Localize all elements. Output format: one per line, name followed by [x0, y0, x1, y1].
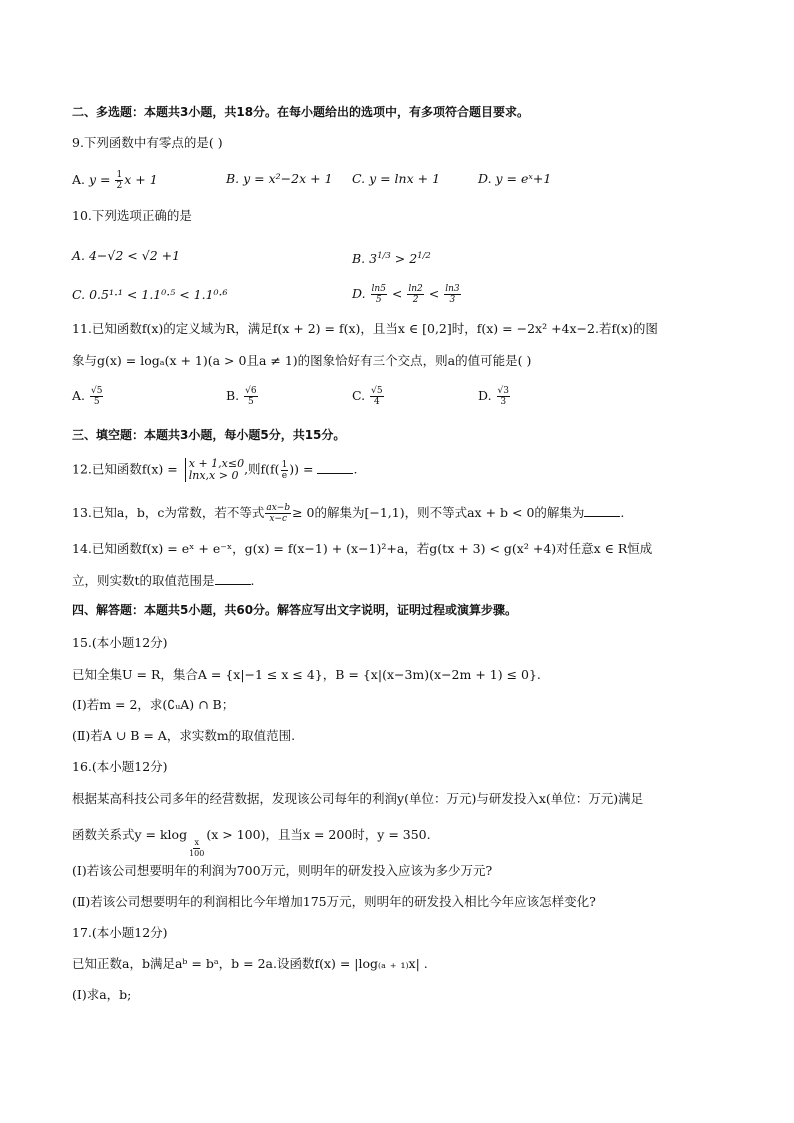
q14-answer-blank: [215, 572, 251, 585]
q10-option-a: A. 4−√2 < √2 +1: [72, 248, 181, 263]
question-13: 13.已知a，b，c为常数，若不等式 $\frac{ax-b}{x-c}$ ≥ 0的解集为[−1,1)，则不等式ax + b < 0的解集为 .: [72, 503, 625, 524]
question-16-part-2: (Ⅱ)若该公司想要明年的利润相比今年增加175万元，则明年的研发投入相比今年应该怎样变化?: [72, 894, 596, 909]
question-17-stem: 已知正数a，b满足aᵇ = bᵃ，b = 2a.设函数f(x) = |log₍ₐ ₊ ₁₎x| .: [72, 956, 428, 971]
q9-option-c: C. y = lnx + 1: [352, 171, 441, 186]
question-16-title: 16.(本小题12分): [72, 759, 168, 774]
question-14-line-2: 立，则实数t的取值范围是 .: [72, 573, 255, 588]
question-16-stem-line-2: 函数关系式y = klog $\frac{x}{100}$ (x > 100)，且当x = 200时，y = 350.: [72, 827, 431, 858]
q13-answer-blank: [584, 504, 620, 517]
section-heading-free-response: 四、解答题：本题共5小题，共60分。解答应写出文字说明，证明过程或演算步骤。: [72, 603, 518, 617]
q11-option-a: A. $\frac{√5}{5}$: [72, 386, 103, 407]
question-15-title: 15.(本小题12分): [72, 635, 168, 650]
question-15-stem: 已知全集U = R，集合A = {x|−1 ≤ x ≤ 4}，B = {x|(x−3m)(x−2m + 1) ≤ 0}.: [72, 667, 541, 682]
q11-option-d: D. $\frac{√3}{3}$: [478, 386, 510, 407]
q11-option-c: C. $\frac{√5}{4}$: [352, 386, 383, 407]
question-17-title: 17.(本小题12分): [72, 925, 168, 940]
q10-option-b: B. $3^{1/3} > 2^{1/2}$: [352, 251, 431, 267]
q11-option-b: B. $\frac{√6}{5}$: [226, 386, 257, 407]
question-16-part-1: (Ⅰ)若该公司想要明年的利润为700万元，则明年的研发投入应该为多少万元?: [72, 863, 493, 878]
question-15-part-1: (Ⅰ)若m = 2，求(∁ᵤA) ∩ B；: [72, 697, 235, 712]
q10-option-c: C. 0.5¹·¹ < 1.1⁰·⁵ < 1.1⁰·⁶: [72, 287, 228, 302]
q9-option-b: B. y = x²−2x + 1: [226, 171, 333, 186]
q10-option-d: D. $\frac{\ln 5}{5}$ < $\frac{\ln 2}{2}$ < $\frac{\ln 3}{3}$: [352, 284, 460, 305]
question-10-stem: 10.下列选项正确的是: [72, 208, 192, 223]
question-15-part-2: (Ⅱ)若A ∪ B = A，求实数m的取值范围.: [72, 728, 296, 743]
q9-option-d: D. y = eˣ+1: [478, 171, 552, 186]
question-17-part-1: (Ⅰ)求a，b;: [72, 987, 132, 1002]
q9-option-a: A. y = $\frac{1}{2}$ x + 1: [72, 170, 158, 191]
section-heading-fill-in: 三、填空题：本题共3小题，每小题5分，共15分。: [72, 428, 346, 442]
q12-answer-blank: [317, 461, 353, 474]
q12-piecewise: x + 1,x≤0 lnx,x > 0: [185, 458, 244, 482]
question-9-stem: 9.下列函数中有零点的是( ): [72, 135, 223, 150]
question-11-line-1: 11.已知函数f(x)的定义域为R，满足f(x + 2) = f(x)，且当x ∈ [0,2]时，f(x) = −2x² +4x−2.若f(x)的图: [72, 321, 658, 336]
section-heading-multiple-choice: 二、多选题：本题共3小题，共18分。在每小题给出的选项中，有多项符合题目要求。: [72, 105, 530, 119]
question-12: 12.已知函数f(x) = x + 1,x≤0 lnx,x > 0 ,则f(f( $\frac{1}{e}$ )) = .: [72, 457, 358, 482]
question-14-line-1: 14.已知函数f(x) = eˣ + e⁻ˣ，g(x) = f(x−1) + (x−1)²+a，若g(tx + 3) < g(x² +4)对任意x ∈ R恒成: [72, 541, 653, 556]
question-11-line-2: 象与g(x) = logₐ(x + 1)(a > 0且a ≠ 1)的图象恰好有三个交点，则a的值可能是( ): [72, 353, 532, 368]
question-16-stem-line-1: 根据某高科技公司多年的经营数据，发现该公司每年的利润y(单位：万元)与研发投入x(单位：万元)满足: [72, 791, 644, 806]
